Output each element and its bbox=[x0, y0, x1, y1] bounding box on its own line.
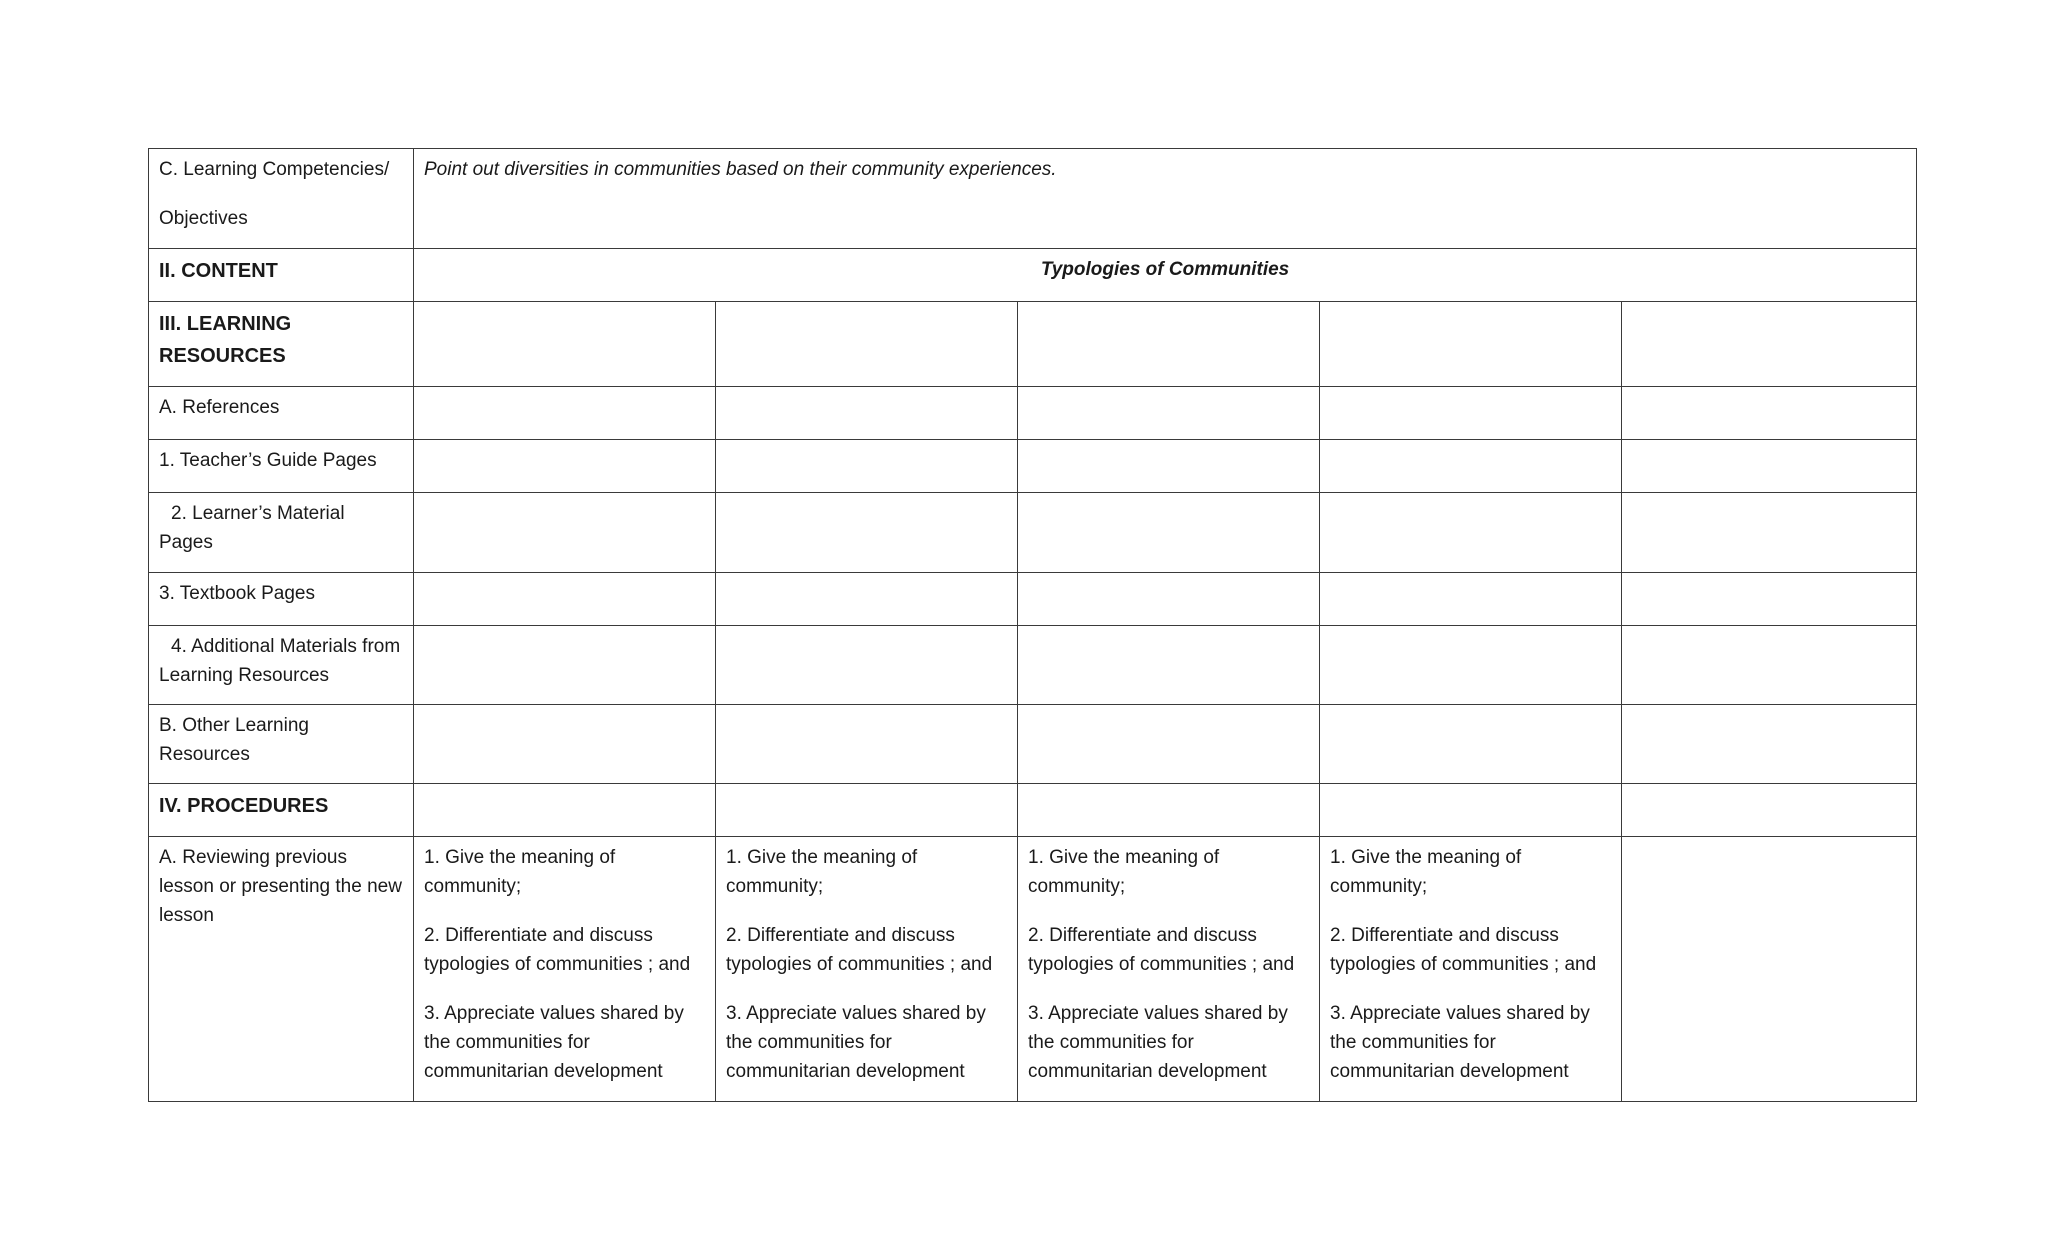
learning-resources-day2-cell bbox=[716, 302, 1018, 387]
row-other-learning-resources bbox=[149, 705, 1917, 784]
row-learning-resources bbox=[149, 302, 1917, 387]
learners-material-label-text: 2. Learner’s Material Pages bbox=[159, 503, 345, 553]
procedures-day5-cell bbox=[1622, 784, 1917, 837]
content-value-cell bbox=[414, 249, 1917, 302]
other-resources-day2-cell bbox=[716, 705, 1018, 784]
learning-competencies-value bbox=[414, 149, 1917, 249]
references-day4-cell bbox=[1320, 387, 1622, 440]
objective-3: 3. Appreciate values shared by the communities for communitarian development bbox=[1028, 1003, 1288, 1082]
procedures-day1-cell bbox=[414, 784, 716, 837]
objective-2: 2. Differentiate and discuss typologies of communities ; and bbox=[1330, 925, 1597, 975]
row-learners-material bbox=[149, 493, 1917, 573]
reviewing-day4-cell bbox=[1320, 837, 1622, 1102]
references-day5-cell bbox=[1622, 387, 1917, 440]
textbook-day3-cell bbox=[1018, 573, 1320, 626]
learning-resources-label: III. LEARNING RESOURCES bbox=[159, 313, 292, 367]
additional-materials-day3-cell bbox=[1018, 626, 1320, 705]
reviewing-day1-cell bbox=[414, 837, 716, 1102]
learners-material-day1-cell bbox=[414, 493, 716, 573]
objective-3: 3. Appreciate values shared by the communities for communitarian development bbox=[1330, 1003, 1590, 1082]
textbook-day1-cell bbox=[414, 573, 716, 626]
other-resources-day1-cell bbox=[414, 705, 716, 784]
objective-1: 1. Give the meaning of community; bbox=[726, 847, 918, 897]
additional-materials-day4-cell bbox=[1320, 626, 1622, 705]
learning-resources-day4-cell bbox=[1320, 302, 1622, 387]
teachers-guide-day5-cell bbox=[1622, 440, 1917, 493]
additional-materials-day1-cell bbox=[414, 626, 716, 705]
additional-materials-label bbox=[149, 626, 414, 705]
reviewing-label: A. Reviewing previous lesson or presenting the new lesson bbox=[149, 837, 414, 1102]
learners-material-day4-cell bbox=[1320, 493, 1622, 573]
learners-material-day3-cell bbox=[1018, 493, 1320, 573]
row-textbook bbox=[149, 573, 1917, 626]
additional-materials-day2-cell bbox=[716, 626, 1018, 705]
references-day1-cell bbox=[414, 387, 716, 440]
objective-3: 3. Appreciate values shared by the communities for communitarian development bbox=[424, 1003, 684, 1082]
procedures-label-cell bbox=[149, 784, 414, 837]
procedures-day4-cell bbox=[1320, 784, 1622, 837]
content-title: Typologies of Communities bbox=[1040, 259, 1290, 280]
other-resources-day5-cell bbox=[1622, 705, 1917, 784]
teachers-guide-day3-cell bbox=[1018, 440, 1320, 493]
teachers-guide-day2-cell bbox=[716, 440, 1018, 493]
additional-materials-day5-cell bbox=[1622, 626, 1917, 705]
content-label-cell bbox=[149, 249, 414, 302]
objective-1: 1. Give the meaning of community; bbox=[424, 847, 616, 897]
teachers-guide-day4-cell bbox=[1320, 440, 1622, 493]
learning-resources-day1-cell bbox=[414, 302, 716, 387]
objective-1: 1. Give the meaning of community; bbox=[1028, 847, 1220, 897]
learners-material-day5-cell bbox=[1622, 493, 1917, 573]
objective-2: 2. Differentiate and discuss typologies of communities ; and bbox=[1028, 925, 1295, 975]
additional-materials-label-text: 4. Additional Materials from Learning Resources bbox=[159, 636, 401, 686]
teachers-guide-day1-cell bbox=[414, 440, 716, 493]
references-day3-cell bbox=[1018, 387, 1320, 440]
objective-1: 1. Give the meaning of community; bbox=[1330, 847, 1522, 897]
learning-resources-day3-cell bbox=[1018, 302, 1320, 387]
learners-material-day2-cell bbox=[716, 493, 1018, 573]
procedures-day2-cell bbox=[716, 784, 1018, 837]
reviewing-day3-cell bbox=[1018, 837, 1320, 1102]
textbook-label: 3. Textbook Pages bbox=[149, 573, 414, 626]
row-procedures bbox=[149, 784, 1917, 837]
row-additional-materials bbox=[149, 626, 1917, 705]
reviewing-day5-cell bbox=[1622, 837, 1917, 1102]
daily-lesson-log-table bbox=[148, 148, 1917, 1102]
row-teachers-guide bbox=[149, 440, 1917, 493]
learning-competencies-label-line2: Objectives bbox=[159, 208, 248, 229]
row-reviewing-previous-lesson bbox=[149, 837, 1917, 1102]
row-references bbox=[149, 387, 1917, 440]
reviewing-day2-cell bbox=[716, 837, 1018, 1102]
textbook-day2-cell bbox=[716, 573, 1018, 626]
learning-resources-label-cell bbox=[149, 302, 414, 387]
other-resources-day4-cell bbox=[1320, 705, 1622, 784]
learners-material-label bbox=[149, 493, 414, 573]
learning-competencies-label-line1: C. Learning Competencies/ bbox=[159, 159, 390, 180]
teachers-guide-label: 1. Teacher’s Guide Pages bbox=[149, 440, 414, 493]
content-label: II. CONTENT bbox=[159, 260, 278, 282]
row-content bbox=[149, 249, 1917, 302]
objective-2: 2. Differentiate and discuss typologies of communities ; and bbox=[726, 925, 993, 975]
procedures-day3-cell bbox=[1018, 784, 1320, 837]
textbook-day5-cell bbox=[1622, 573, 1917, 626]
textbook-day4-cell bbox=[1320, 573, 1622, 626]
other-learning-resources-label: B. Other Learning Resources bbox=[149, 705, 414, 784]
objective-2: 2. Differentiate and discuss typologies of communities ; and bbox=[424, 925, 691, 975]
learning-resources-day5-cell bbox=[1622, 302, 1917, 387]
references-label: A. References bbox=[149, 387, 414, 440]
objective-3: 3. Appreciate values shared by the communities for communitarian development bbox=[726, 1003, 986, 1082]
procedures-label: IV. PROCEDURES bbox=[159, 795, 329, 817]
row-learning-competencies bbox=[149, 149, 1917, 249]
other-resources-day3-cell bbox=[1018, 705, 1320, 784]
learning-competencies-label bbox=[149, 149, 414, 249]
references-day2-cell bbox=[716, 387, 1018, 440]
learning-competencies-text: Point out diversities in communities based on their community experiences. bbox=[424, 159, 1057, 180]
